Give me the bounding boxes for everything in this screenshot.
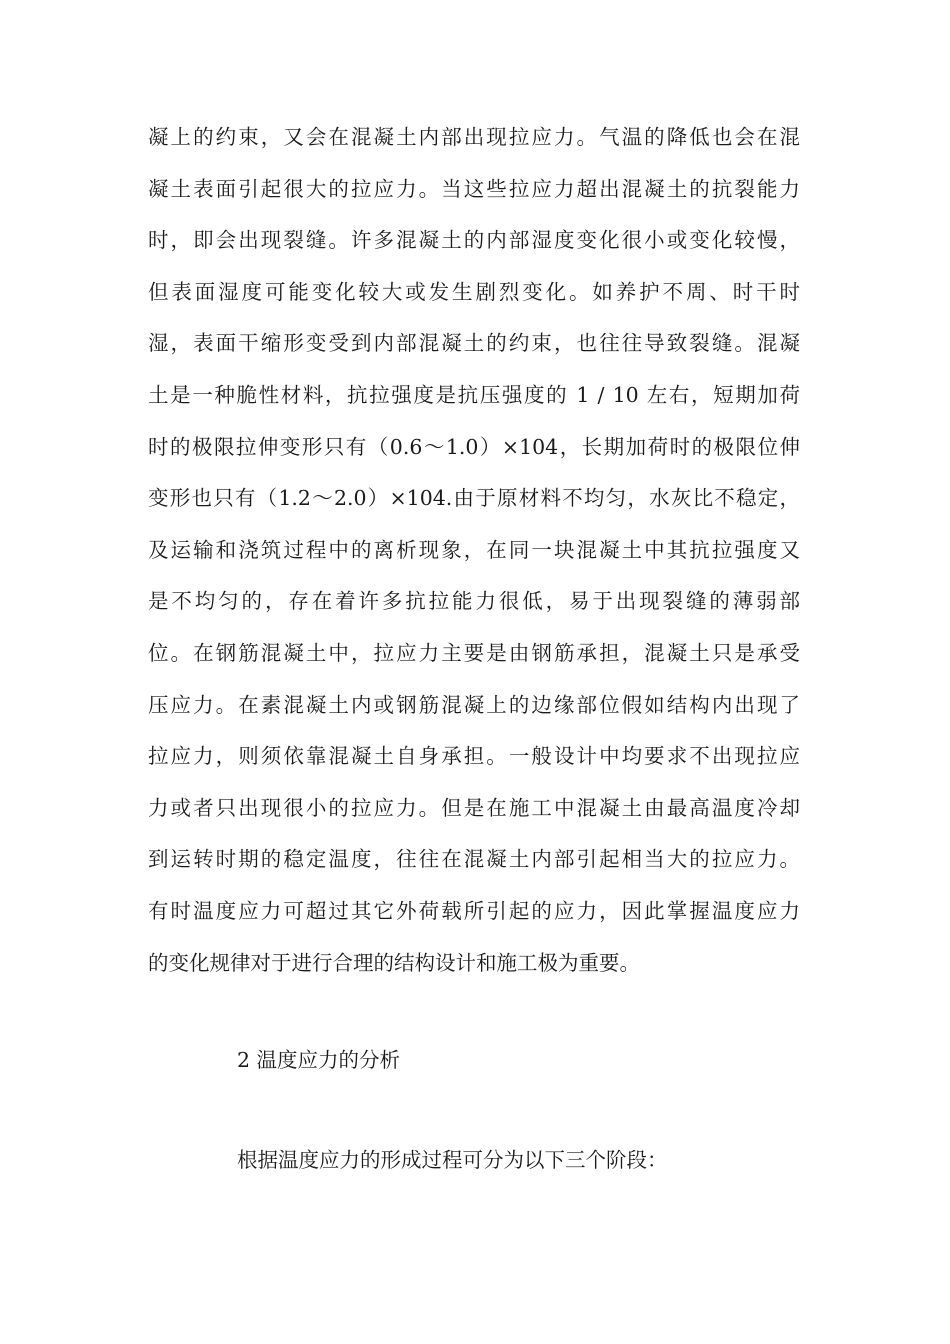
section-heading: 2 温度应力的分析 (237, 1048, 401, 1072)
paragraph-line: 的变化规律对于进行合理的结构设计和施工极为重要。 (148, 950, 640, 975)
paragraph-line: 但表面湿度可能变化较大或发生剧烈变化。如养护不周、时干时 (148, 279, 800, 304)
paragraph-line: 时的极限拉伸变形只有（0.6～1.0）×104，长期加荷时的极限位伸 (148, 434, 800, 459)
paragraph-line: 凝土表面引起很大的拉应力。当这些拉应力超出混凝土的抗裂能力 (148, 176, 800, 201)
paragraph-line: 湿，表面干缩形变受到内部混凝土的约束，也往往导致裂缝。混凝 (148, 331, 800, 356)
body-paragraph (148, 112, 800, 989)
paragraph-line: 凝上的约束，又会在混凝土内部出现拉应力。气温的降低也会在混 (148, 125, 800, 149)
paragraph-line: 土是一种脆性材料，抗拉强度是抗压强度的 1 / 10 左右，短期加荷 (148, 382, 800, 407)
paragraph-line: 时，即会出现裂缝。许多混凝土的内部湿度变化很小或变化较慢， (148, 228, 800, 253)
paragraph-line: 压应力。在素混凝土内或钢筋混凝上的边缘部位假如结构内出现了 (148, 692, 800, 717)
paragraph-line: 有时温度应力可超过其它外荷载所引起的应力，因此掌握温度应力 (148, 898, 800, 923)
paragraph-line: 力或者只出现很小的拉应力。但是在施工中混凝土由最高温度冷却 (148, 795, 800, 820)
paragraph-line: 是不均匀的，存在着许多抗拉能力很低，易于出现裂缝的薄弱部 (148, 589, 800, 614)
paragraph-line: 到运转时期的稳定温度，往往在混凝土内部引起相当大的拉应力。 (148, 847, 800, 872)
paragraph-line: 拉应力，则须依靠混凝土自身承担。一般设计中均要求不出现拉应 (148, 744, 800, 769)
intro-sentence: 根据温度应力的形成过程可分为以下三个阶段： (237, 1148, 668, 1172)
paragraph-line: 位。在钢筋混凝土中，拉应力主要是由钢筋承担，混凝土只是承受 (148, 640, 800, 665)
paragraph-line: 及运输和浇筑过程中的离析现象，在同一块混凝土中其抗拉强度又 (148, 537, 800, 562)
paragraph-line: 变形也只有（1.2～2.0）×104.由于原材料不均匀，水灰比不稳定， (148, 486, 800, 511)
